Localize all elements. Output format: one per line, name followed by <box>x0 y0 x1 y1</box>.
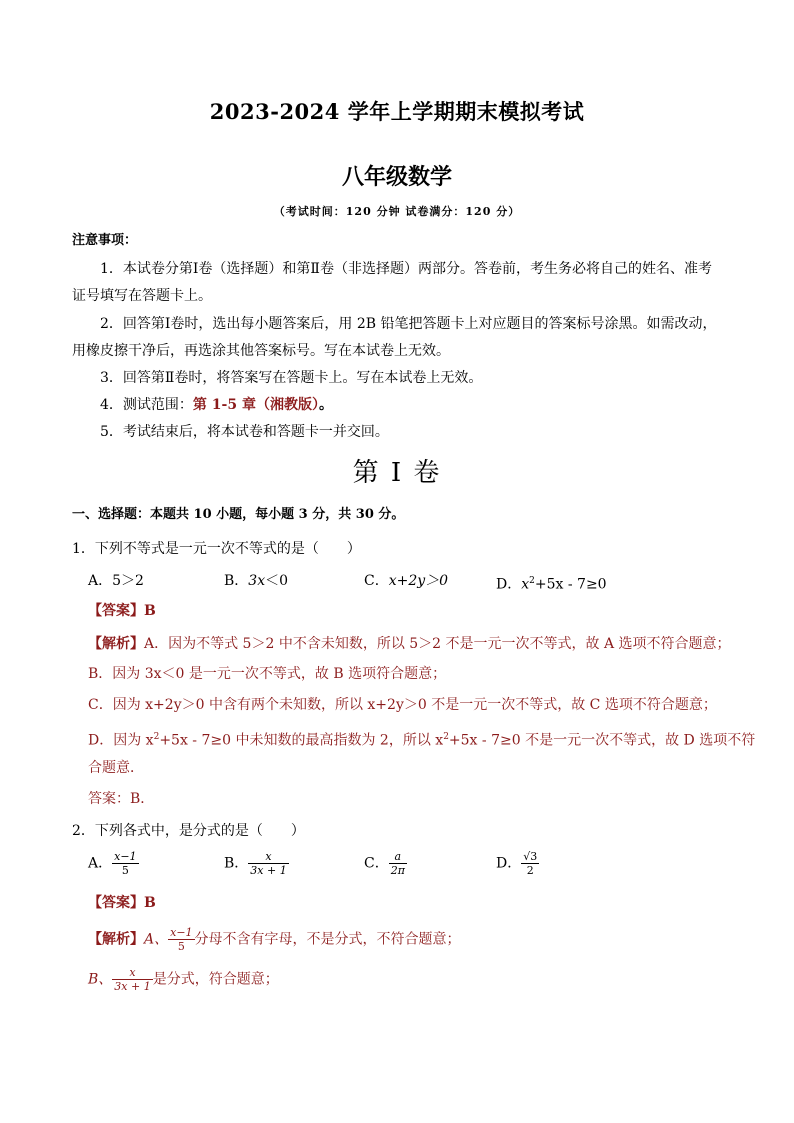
note-item-5: 5．考试结束后，将本试卷和答题卡一并交回。 <box>100 424 389 440</box>
q1-analysis-d-sup-1: 2 <box>153 732 160 742</box>
section-1-text: 本题共 10 小题，每小题 3 分，共 30 分。 <box>150 507 405 522</box>
note-item-2-line-1: 2．回答第Ⅰ卷时，选出每小题答案后，用 2B 铅笔把答题卡上对应题目的答案标号涂黑。如需改动， <box>100 316 717 332</box>
q1-option-b-var: 3x <box>248 573 266 589</box>
q2-analysis-b <box>88 966 279 993</box>
q1-option-d-var: x <box>521 576 530 593</box>
q2-option-a-numerator: x−1 <box>114 850 137 863</box>
q2-analysis-tag: 【解析】 <box>88 931 144 948</box>
q1-analysis-d-part-2: +5x - 7≥0 中未知数的最高指数为 2，所以 x <box>159 732 444 749</box>
note-item-4-prefix: 4．测试范围： <box>100 397 193 413</box>
q2-option-d-fraction <box>521 850 539 877</box>
q2-analysis-a-fraction <box>168 926 194 953</box>
q2-analysis-a-text: 分母不含有字母，不是分式，不符合题意； <box>194 931 461 948</box>
q1-stem: 1．下列不等式是一元一次不等式的是（ ） <box>72 541 361 557</box>
q1-analysis-a <box>88 633 731 655</box>
q2-analysis-a-numerator: x−1 <box>170 926 193 939</box>
q1-option-c-label: C． <box>364 573 389 589</box>
q1-option-c-text: x+2y＞0 <box>388 573 449 589</box>
q1-analysis-b: B．因为 3x＜0 是一元一次不等式，故 B 选项符合题意； <box>88 666 447 682</box>
exam-title: 2023-2024 学年上学期期末模拟考试 <box>209 99 585 124</box>
q1-option-b <box>224 570 288 592</box>
q2-analysis-b-prefix: B、 <box>88 971 113 988</box>
q2-option-d-denominator: 2 <box>521 863 539 877</box>
volume-heading: 第 I 卷 <box>352 458 442 488</box>
q2-analysis-a-prefix: A、 <box>144 931 169 948</box>
q2-option-c-fraction <box>389 850 407 877</box>
q1-option-d <box>496 570 607 596</box>
q1-option-d-rest: +5x - 7≥0 <box>534 576 607 593</box>
q2-analysis-a <box>88 926 461 953</box>
note-item-3: 3．回答第Ⅱ卷时，将答案写在答题卡上。写在本试卷上无效。 <box>100 370 483 386</box>
exam-info: （考试时间：120 分钟 试卷满分：120 分） <box>273 205 521 218</box>
q2-analysis-b-numerator: x <box>129 966 136 979</box>
q2-option-c-label: C． <box>364 855 389 872</box>
q2-option-b-numerator: x <box>265 850 272 863</box>
test-range: 第 1-5 章（湘教版） <box>192 397 319 413</box>
q2-analysis-a-denominator: 5 <box>168 939 194 953</box>
note-item-4-end: 。 <box>318 397 333 413</box>
q1-answer-tag: 【答案】B <box>88 603 156 619</box>
note-item-2-line-2: 用橡皮擦干净后，再选涂其他答案标号。写在本试卷上无效。 <box>72 343 450 359</box>
q1-option-d-label: D． <box>496 576 522 593</box>
q1-final-answer: 答案：B． <box>88 791 155 807</box>
q2-option-b-denominator: 3x + 1 <box>250 864 287 877</box>
section-1-prefix: 一、选择题： <box>72 507 151 522</box>
q1-analysis-c: C．因为 x+2y＞0 中含有两个未知数，所以 x+2y＞0 不是一元一次不等式，故 C 选项不符合题意； <box>88 697 717 713</box>
q2-option-a-label: A． <box>88 855 113 872</box>
q1-analysis-tag: 【解析】 <box>88 636 144 652</box>
q2-option-b-fraction <box>248 850 288 877</box>
q2-option-d-numerator: √3 <box>523 850 538 863</box>
q1-option-a-label: A． <box>88 573 113 589</box>
q1-analysis-d-line-2: 合题意． <box>88 760 144 776</box>
q1-analysis-d-sup-2: 2 <box>443 732 449 742</box>
q1-option-c <box>364 570 448 592</box>
note-item-4 <box>100 394 333 416</box>
q2-analysis-b-fraction <box>112 966 152 993</box>
q1-option-a-text: 5＞2 <box>112 573 144 589</box>
q2-option-a-fraction <box>112 850 138 877</box>
note-item-1-line-1: 1．本试卷分第Ⅰ卷（选择题）和第Ⅱ卷（非选择题）两部分。答卷前，考生务必将自己的姓名、准考 <box>100 261 712 277</box>
section-1-heading <box>72 504 404 526</box>
notes-heading: 注意事项： <box>72 233 138 248</box>
q2-analysis-b-text: 是分式，符合题意； <box>152 971 279 988</box>
note-item-1-line-2: 证号填写在答题卡上。 <box>72 288 212 304</box>
q2-analysis-b-denominator: 3x + 1 <box>114 980 151 993</box>
q2-option-c <box>364 850 407 877</box>
q1-option-b-rest: ＜0 <box>265 573 289 589</box>
q1-analysis-d-line-1 <box>88 726 755 752</box>
q2-option-a <box>88 850 139 877</box>
q2-option-c-denominator: 2π <box>390 864 405 877</box>
q2-answer-tag: 【答案】B <box>88 895 156 911</box>
q1-option-d-sup: 2 <box>529 576 535 586</box>
q1-analysis-d-part-3: +5x - 7≥0 不是一元一次不等式，故 D 选项不符 <box>448 732 756 749</box>
q2-option-b-label: B． <box>224 855 249 872</box>
q1-analysis-a-text: A．因为不等式 5＞2 中不含未知数，所以 5＞2 不是一元一次不等式，故 A 选项不符合题意； <box>144 636 731 652</box>
q1-option-a <box>88 570 144 592</box>
q1-analysis-d-part-1: D．因为 x <box>88 732 154 749</box>
q2-stem: 2．下列各式中，是分式的是（ ） <box>72 823 305 839</box>
exam-subtitle: 八年级数学 <box>341 164 452 190</box>
q2-option-a-denominator: 5 <box>112 863 138 877</box>
q2-option-d-label: D． <box>496 855 522 872</box>
q2-option-c-numerator: a <box>394 850 402 863</box>
q2-option-b <box>224 850 289 877</box>
q2-option-d <box>496 850 539 877</box>
q1-option-b-label: B． <box>224 573 249 589</box>
